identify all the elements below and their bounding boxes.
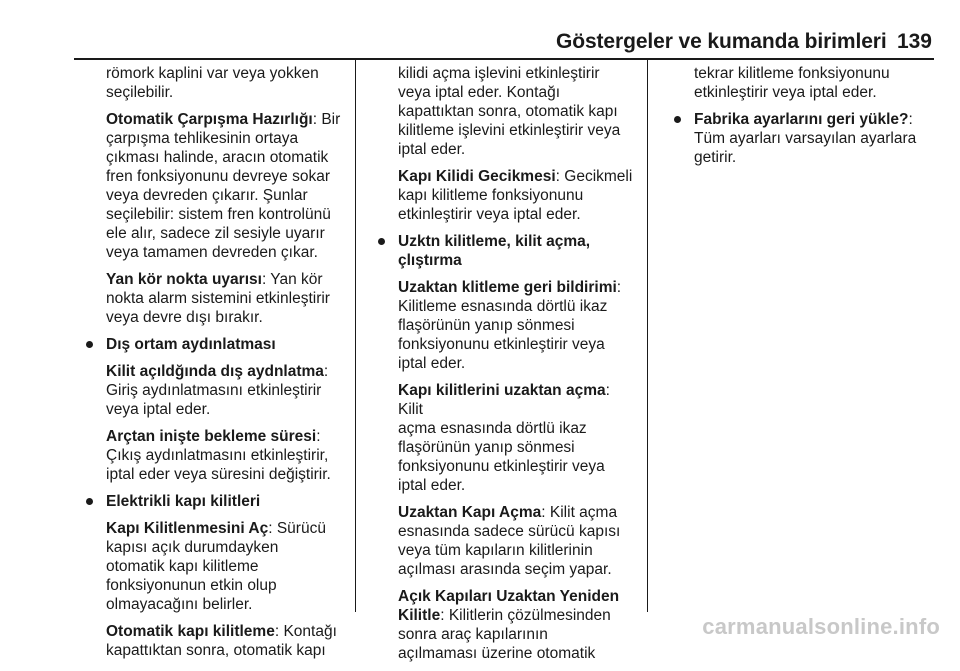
- arctan-iniste-text: : Çıkış aydınlatmasını etkinleştirir, iptal eder veya süresini değiştirir.: [106, 428, 331, 483]
- geri-bildirimi-text: : Kilitleme esnasında dörtlü ikaz flaşörünün yanıp sönmesi fonksiyonunu etkinleştirir veya iptal eder.: [398, 279, 622, 372]
- arctan-iniste-label: Arçtan inişte bekleme süresi: [106, 428, 317, 445]
- otomatik-carpisma-paragraph: [106, 110, 346, 262]
- uzaktan-kapi-acma-text: : Kilit açma esnasında sadece sürücü kapısı veya tüm kapıların kilitlerinin açılması arasında seçim yapar.: [398, 504, 621, 578]
- uzaktan-kapi-acma-label: Uzaktan Kapı Açma: [398, 504, 542, 521]
- column-3: [694, 64, 934, 175]
- kilit-acildiginda-text: : Giriş aydınlatmasını etkinleştirir veya iptal eder.: [106, 363, 329, 418]
- geri-bildirimi-label: Uzaktan klitleme geri bildirimi: [398, 279, 617, 296]
- col3-continuation: tekrar kilitleme fonksiyonunu etkinleştirir veya iptal eder.: [694, 65, 890, 101]
- uzaktan-kapi-acma-paragraph: [398, 503, 638, 579]
- column-divider-1: [355, 60, 356, 612]
- fabrika-paragraph: [694, 110, 934, 167]
- arctan-iniste-paragraph: [106, 427, 346, 484]
- col2-continuation: kilidi açma işlevini etkinleştirir veya iptal eder. Kontağı kapattıktan sonra, otomatik kapı kilitleme işlevini etkinleştirir veya iptal eder.: [398, 65, 621, 158]
- yan-kor-nokta-paragraph: [106, 270, 346, 327]
- kapi-kilitlenmesini-ac-text: : Sürücü kapısı açık durumdayken otomatik kapı kilitleme fonksiyonunun etkin olup olmayacağını belirler.: [106, 520, 326, 613]
- header-rule: [74, 58, 934, 60]
- watermark: carmanualsonline.info: [702, 614, 940, 639]
- otomatik-carpisma-label: Otomatik Çarpışma Hazırlığı: [106, 111, 313, 128]
- dis-ortam-title: Dış ortam aydınlatması: [106, 336, 276, 353]
- column-1: [106, 64, 346, 668]
- kapi-kilitlerini-acma-paragraph: [398, 381, 638, 495]
- fabrika-text: : Tüm ayarları varsayılan ayarlara getirir.: [694, 111, 917, 166]
- geri-bildirimi-paragraph: [398, 278, 638, 373]
- kapi-kilidi-gecikmesi-paragraph: [398, 167, 638, 224]
- intro-paragraph: römork kaplini var veya yokken seçilebilir.: [106, 65, 319, 101]
- kapi-kilidi-gecikmesi-label: Kapı Kilidi Gecikmesi: [398, 168, 556, 185]
- kapi-kilitlenmesini-ac-label: Kapı Kilitlenmesini Aç: [106, 520, 269, 537]
- kapi-kilitlerini-acma-text: : Kilit açma esnasında dörtlü ikaz flaşörünün yanıp sönmesi fonksiyonunu etkinleştirir veya iptal eder.: [398, 382, 610, 494]
- yan-kor-nokta-text: : Yan kör nokta alarm sistemini etkinleştirir veya devre dışı bırakır.: [106, 271, 330, 326]
- page-header-title: Göstergeler ve kumanda birimleri: [556, 30, 887, 53]
- kilit-acildiginda-paragraph: [106, 362, 346, 419]
- bullet-icon: [86, 341, 93, 348]
- fabrika-title: Fabrika ayarlarını geri yükle?: [694, 111, 909, 128]
- elektrikli-item: [106, 492, 346, 511]
- column-divider-2: [647, 60, 648, 612]
- kilit-acildiginda-label: Kilit açıldğında dış aydnlatma: [106, 363, 324, 380]
- acik-kapilari-text: : Kilitlerin çözülmesinden sonra araç kapılarının açılmaması üzerine otomatik: [398, 607, 611, 662]
- page-number: 139: [896, 30, 932, 53]
- bullet-icon: [86, 498, 93, 505]
- otomatik-carpisma-text: : Bir çarpışma tehlikesinin ortaya çıkması halinde, aracın otomatik fren fonksiyonunu devreye sokar veya devreden çıkarır. Şunlar seçilebilir: sistem fren kontrolünü ele alır, sadece zil sesiyle uyarır veya tamamen devreden çıkar.: [106, 111, 341, 261]
- acik-kapilari-label: Açık Kapıları Uzaktan Yeniden Kilitle: [398, 588, 620, 624]
- elektrikli-title: Elektrikli kapı kilitleri: [106, 493, 261, 510]
- bullet-icon: [674, 116, 681, 123]
- column-2: [398, 64, 638, 671]
- fabrika-item: [694, 110, 934, 167]
- otomatik-kapi-paragraph: [106, 622, 346, 660]
- otomatik-kapi-text: : Kontağı kapattıktan sonra, otomatik kapı: [106, 623, 337, 659]
- kapi-kilitlenmesini-ac-paragraph: [106, 519, 346, 614]
- kapi-kilidi-gecikmesi-text: : Gecikmeli kapı kilitleme fonksiyonunu etkinleştirir veya iptal eder.: [398, 168, 633, 223]
- kapi-kilitlerini-acma-label: Kapı kilitlerini uzaktan açma: [398, 382, 606, 399]
- bullet-icon: [378, 238, 385, 245]
- uzaktan-item: [398, 232, 638, 270]
- dis-ortam-item: [106, 335, 346, 354]
- acik-kapilari-paragraph: [398, 587, 638, 663]
- yan-kor-nokta-label: Yan kör nokta uyarısı: [106, 271, 262, 288]
- otomatik-kapi-label: Otomatik kapı kilitleme: [106, 623, 275, 640]
- uzaktan-title: Uzktn kilitleme, kilit açma, çlıştırma: [398, 233, 591, 269]
